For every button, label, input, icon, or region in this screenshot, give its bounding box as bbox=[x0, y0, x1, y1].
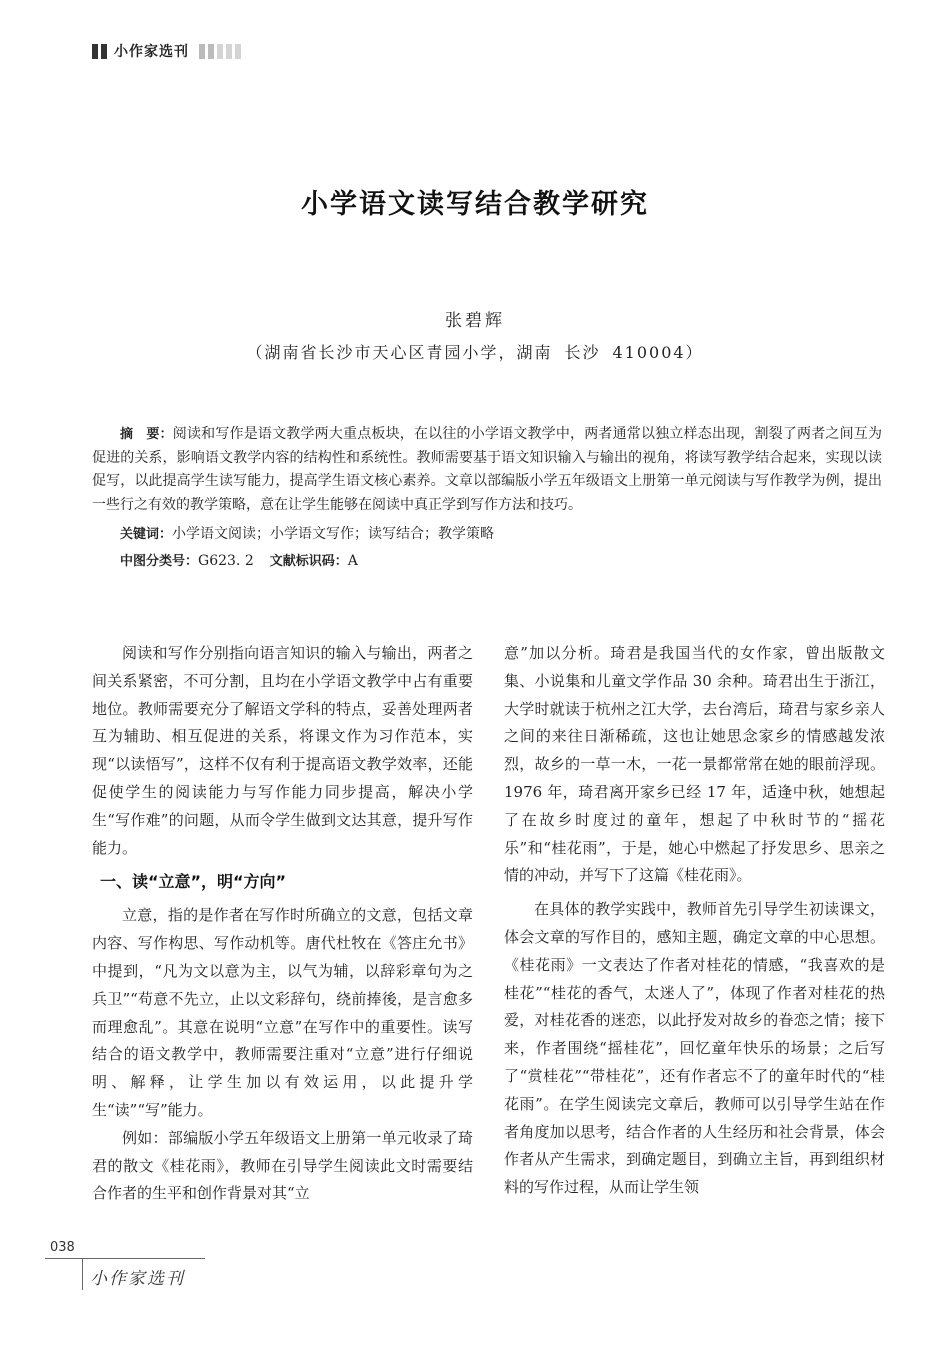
body-paragraph: 立意，指的是作者在写作时所确立的文意，包括文章内容、写作构思、写作动机等。唐代杜牧在《答庄允书》中提到，“凡为文以意为主，以气为辅，以辞彩章句为之兵卫”“苟意不先立，止以文彩辞句，绕前捧後，是言愈多而理愈乱”。其意在说明“立意”在写作中的重要性。读写结合的语文教学中，教师需要注重对“立意”进行仔细说明、解释，让学生加以有效运用，以此提升学生“读”“写”能力。 bbox=[92, 906, 473, 1119]
body-column-left bbox=[92, 640, 473, 1208]
affiliation-org: （湖南省长沙市天心区青园小学，湖南 bbox=[246, 343, 553, 362]
header-bar-icon bbox=[101, 44, 107, 59]
author-affiliation bbox=[0, 340, 950, 363]
header-bar-icon bbox=[235, 44, 241, 59]
abstract-label: 摘 要： bbox=[120, 427, 173, 442]
footer-rule-vertical bbox=[82, 1258, 83, 1290]
abstract-paragraph bbox=[92, 423, 882, 517]
footer-logo: 小作家选刊 bbox=[90, 1269, 185, 1289]
journal-name: 小作家选刊 bbox=[114, 44, 189, 60]
clc-label: 中图分类号： bbox=[120, 554, 199, 570]
doc-value: A bbox=[347, 553, 358, 570]
body-paragraph: 在具体的教学实践中，教师首先引导学生初读课文，体会文章的写作目的，感知主题，确定文章的中心思想。《桂花雨》一文表达了作者对桂花的情感，“我喜欢的是桂花”“桂花的香气，太迷人了”，体现了作者对桂花的热爱，对桂花香的迷恋，以此抒发对故乡的眷恋之情；接下来，作者围绕“摇桂花”，回忆童年快乐的场景；之后写了“赏桂花”“带桂花”，还有作者忘不了的童年时代的“桂花雨”。在学生阅读完文章后，教师可以引导学生站在作者角度加以思考，结合作者的人生经历和社会背景，体会作者从产生需求，到确定题目，到确立主旨，再到组织材料的写作过程，从而让学生领 bbox=[504, 900, 885, 1197]
doc-label: 文献标识码： bbox=[269, 554, 348, 570]
header-bar-icon bbox=[217, 44, 223, 59]
body-paragraph: 阅读和写作分别指向语言知识的输入与输出，两者之间关系紧密，不可分割，且均在小学语文教学中占有重要地位。教师需要充分了解语文学科的特点，妥善处理两者互为辅助、相互促进的关系，将课文作为习作范本，实现“以读悟写”，这样不仅有利于提高语文教学效率，还能促使学生的阅读能力与写作能力同步提高，解决小学生“写作难”的问题，从而令学生做到文达其意，提升写作能力。 bbox=[92, 644, 473, 857]
section-heading: 一、读“立意”，明“方向” bbox=[100, 872, 287, 892]
header-bar-icon bbox=[226, 44, 232, 59]
header-bar-icon bbox=[199, 44, 205, 59]
classification-line bbox=[92, 548, 882, 575]
clc-value: G623. 2 bbox=[198, 553, 254, 570]
header-bar-icon bbox=[92, 44, 98, 59]
body-paragraph: 例如：部编版小学五年级语文上册第一单元收录了琦君的散文《桂花雨》，教师在引导学生阅读此文时需要结合作者的生平和创作背景对其“立 bbox=[92, 1128, 473, 1203]
keywords-line bbox=[92, 521, 882, 548]
footer-rule bbox=[45, 1258, 205, 1259]
header-bar-icon bbox=[208, 44, 214, 59]
affiliation-zip: 410004） bbox=[612, 343, 704, 362]
author-name: 张碧辉 bbox=[445, 311, 505, 331]
page-number: 038 bbox=[50, 1240, 75, 1255]
abstract-text: 阅读和写作是语文教学两大重点板块，在以往的小学语文教学中，两者通常以独立样态出现，割裂了两者之间互为促进的关系，影响语文教学内容的结构性和系统性。教师需要基于语文知识输入与输出的视角，将读写教学结合起来，实现以读促写，以此提高学生读写能力，提高学生语文核心素养。文章以部编版小学五年级语文上册第一单元阅读与写作教学为例，提出一些行之有效的教学策略，意在让学生能够在阅读中真正学到写作方法和技巧。 bbox=[92, 426, 882, 513]
keywords-label: 关键词： bbox=[120, 527, 173, 543]
affiliation-city: 长沙 bbox=[564, 343, 601, 362]
keywords-text: 小学语文阅读；小学语文写作；读写结合；教学策略 bbox=[172, 526, 495, 543]
article-title: 小学语文读写结合教学研究 bbox=[301, 189, 649, 220]
body-column-right bbox=[504, 640, 885, 1202]
running-header bbox=[92, 40, 244, 62]
abstract-block bbox=[92, 423, 882, 575]
body-paragraph: 意”加以分析。琦君是我国当代的女作家，曾出版散文集、小说集和儿童文学作品 30 余种。琦君出生于浙江，大学时就读于杭州之江大学，去台湾后，琦君与家乡亲人之间的来往日渐稀疏，这也让她思念家乡的情感越发浓烈，故乡的一草一木，一花一景都常常在她的眼前浮现。1976 年，琦君离开家乡已经 17 年，适逢中秋，她想起了在故乡时度过的童年，想起了中秋时节的“摇花乐”和“桂花雨”，于是，她心中燃起了抒发思乡、思亲之情的冲动，并写下了这篇《桂花雨》。 bbox=[504, 644, 885, 885]
